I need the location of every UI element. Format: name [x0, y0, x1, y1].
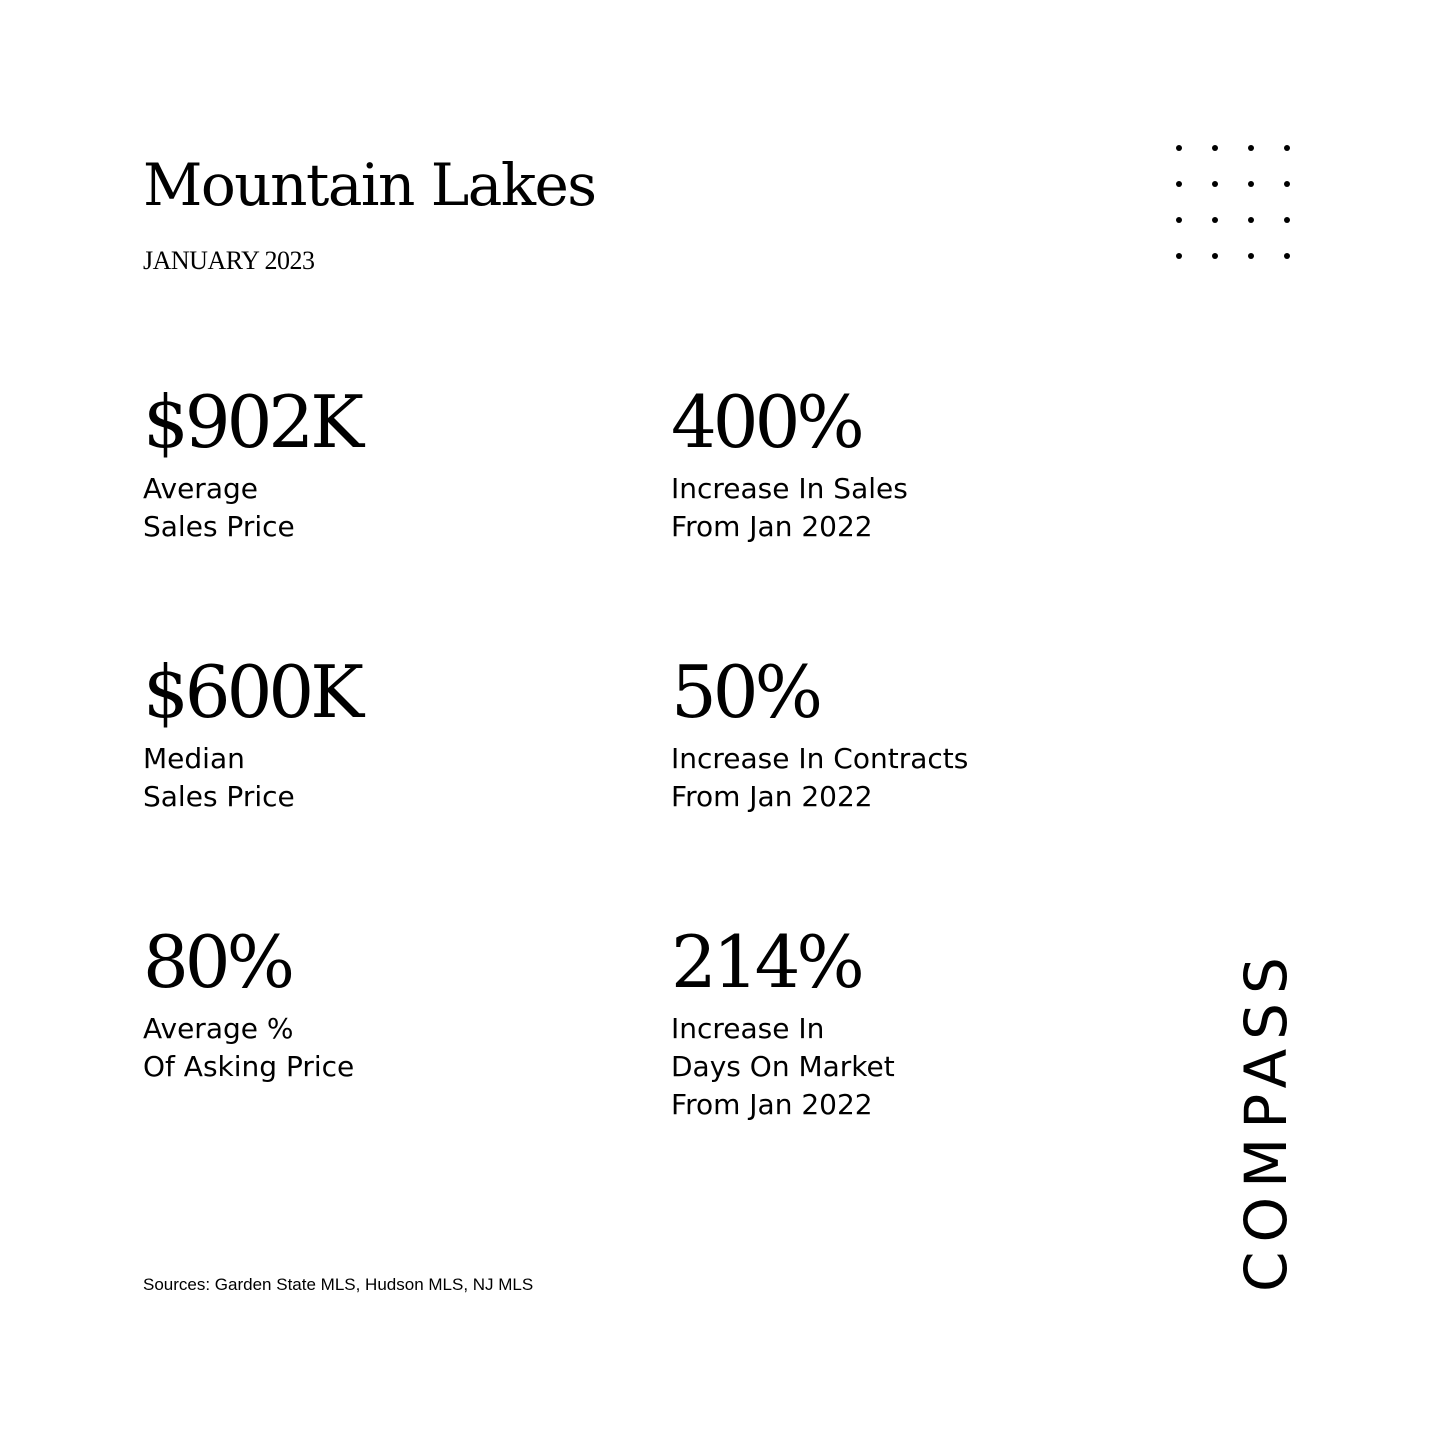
stat-label-line: Sales Price	[143, 510, 295, 543]
grid-dot	[1284, 253, 1290, 259]
grid-dot	[1212, 217, 1218, 223]
stat-value: 80%	[143, 920, 292, 1004]
grid-dot	[1284, 217, 1290, 223]
stat-value: 214%	[671, 920, 861, 1004]
stat-label-line: Increase In	[671, 1012, 825, 1045]
stat-label-line: From Jan 2022	[671, 780, 873, 813]
stat-increase-in-days-on-market	[671, 922, 895, 1124]
stat-value: 400%	[671, 380, 861, 464]
grid-dot	[1284, 181, 1290, 187]
stat-value: $600K	[143, 650, 361, 734]
grid-dot	[1248, 217, 1254, 223]
grid-dot	[1176, 217, 1182, 223]
stat-label	[143, 470, 360, 546]
stat-label-line: Of Asking Price	[143, 1050, 355, 1083]
stat-label-line: Median	[143, 742, 245, 775]
stat-label-line: Average %	[143, 1012, 294, 1045]
stat-increase-in-contracts	[671, 652, 968, 816]
stat-label-line: Sales Price	[143, 780, 295, 813]
grid-dot	[1248, 181, 1254, 187]
stat-median-sales-price	[143, 652, 360, 816]
stat-label-line: Days On Market	[671, 1050, 895, 1083]
stat-label	[671, 470, 908, 546]
grid-dot	[1176, 181, 1182, 187]
report-date: JANUARY 2023	[143, 246, 315, 275]
stat-value: 50%	[671, 650, 820, 734]
stat-value: $902K	[143, 380, 361, 464]
stat-label-line: Increase In Contracts	[671, 742, 969, 775]
stat-average-sales-price	[143, 382, 360, 546]
grid-dot	[1212, 181, 1218, 187]
stat-label-line: Increase In Sales	[671, 472, 908, 505]
stat-increase-in-sales	[671, 382, 908, 546]
stat-label	[671, 740, 968, 816]
grid-dot	[1212, 145, 1218, 151]
stat-average-of-asking-price	[143, 922, 354, 1086]
grid-dot	[1212, 253, 1218, 259]
page-title: Mountain Lakes	[143, 151, 596, 219]
grid-dot	[1248, 145, 1254, 151]
grid-dot	[1284, 145, 1290, 151]
stat-label	[143, 1010, 354, 1086]
stat-label	[143, 740, 360, 816]
grid-dot	[1248, 253, 1254, 259]
dot-grid-icon	[1176, 144, 1296, 264]
sources-note: Sources: Garden State MLS, Hudson MLS, NJ MLS	[143, 1275, 534, 1294]
grid-dot	[1176, 145, 1182, 151]
stat-label-line: Average	[143, 472, 258, 505]
stat-label-line: From Jan 2022	[671, 1088, 873, 1121]
grid-dot	[1176, 253, 1182, 259]
stat-label	[671, 1010, 895, 1124]
stat-label-line: From Jan 2022	[671, 510, 873, 543]
compass-logo: COMPASS	[1232, 948, 1300, 1292]
